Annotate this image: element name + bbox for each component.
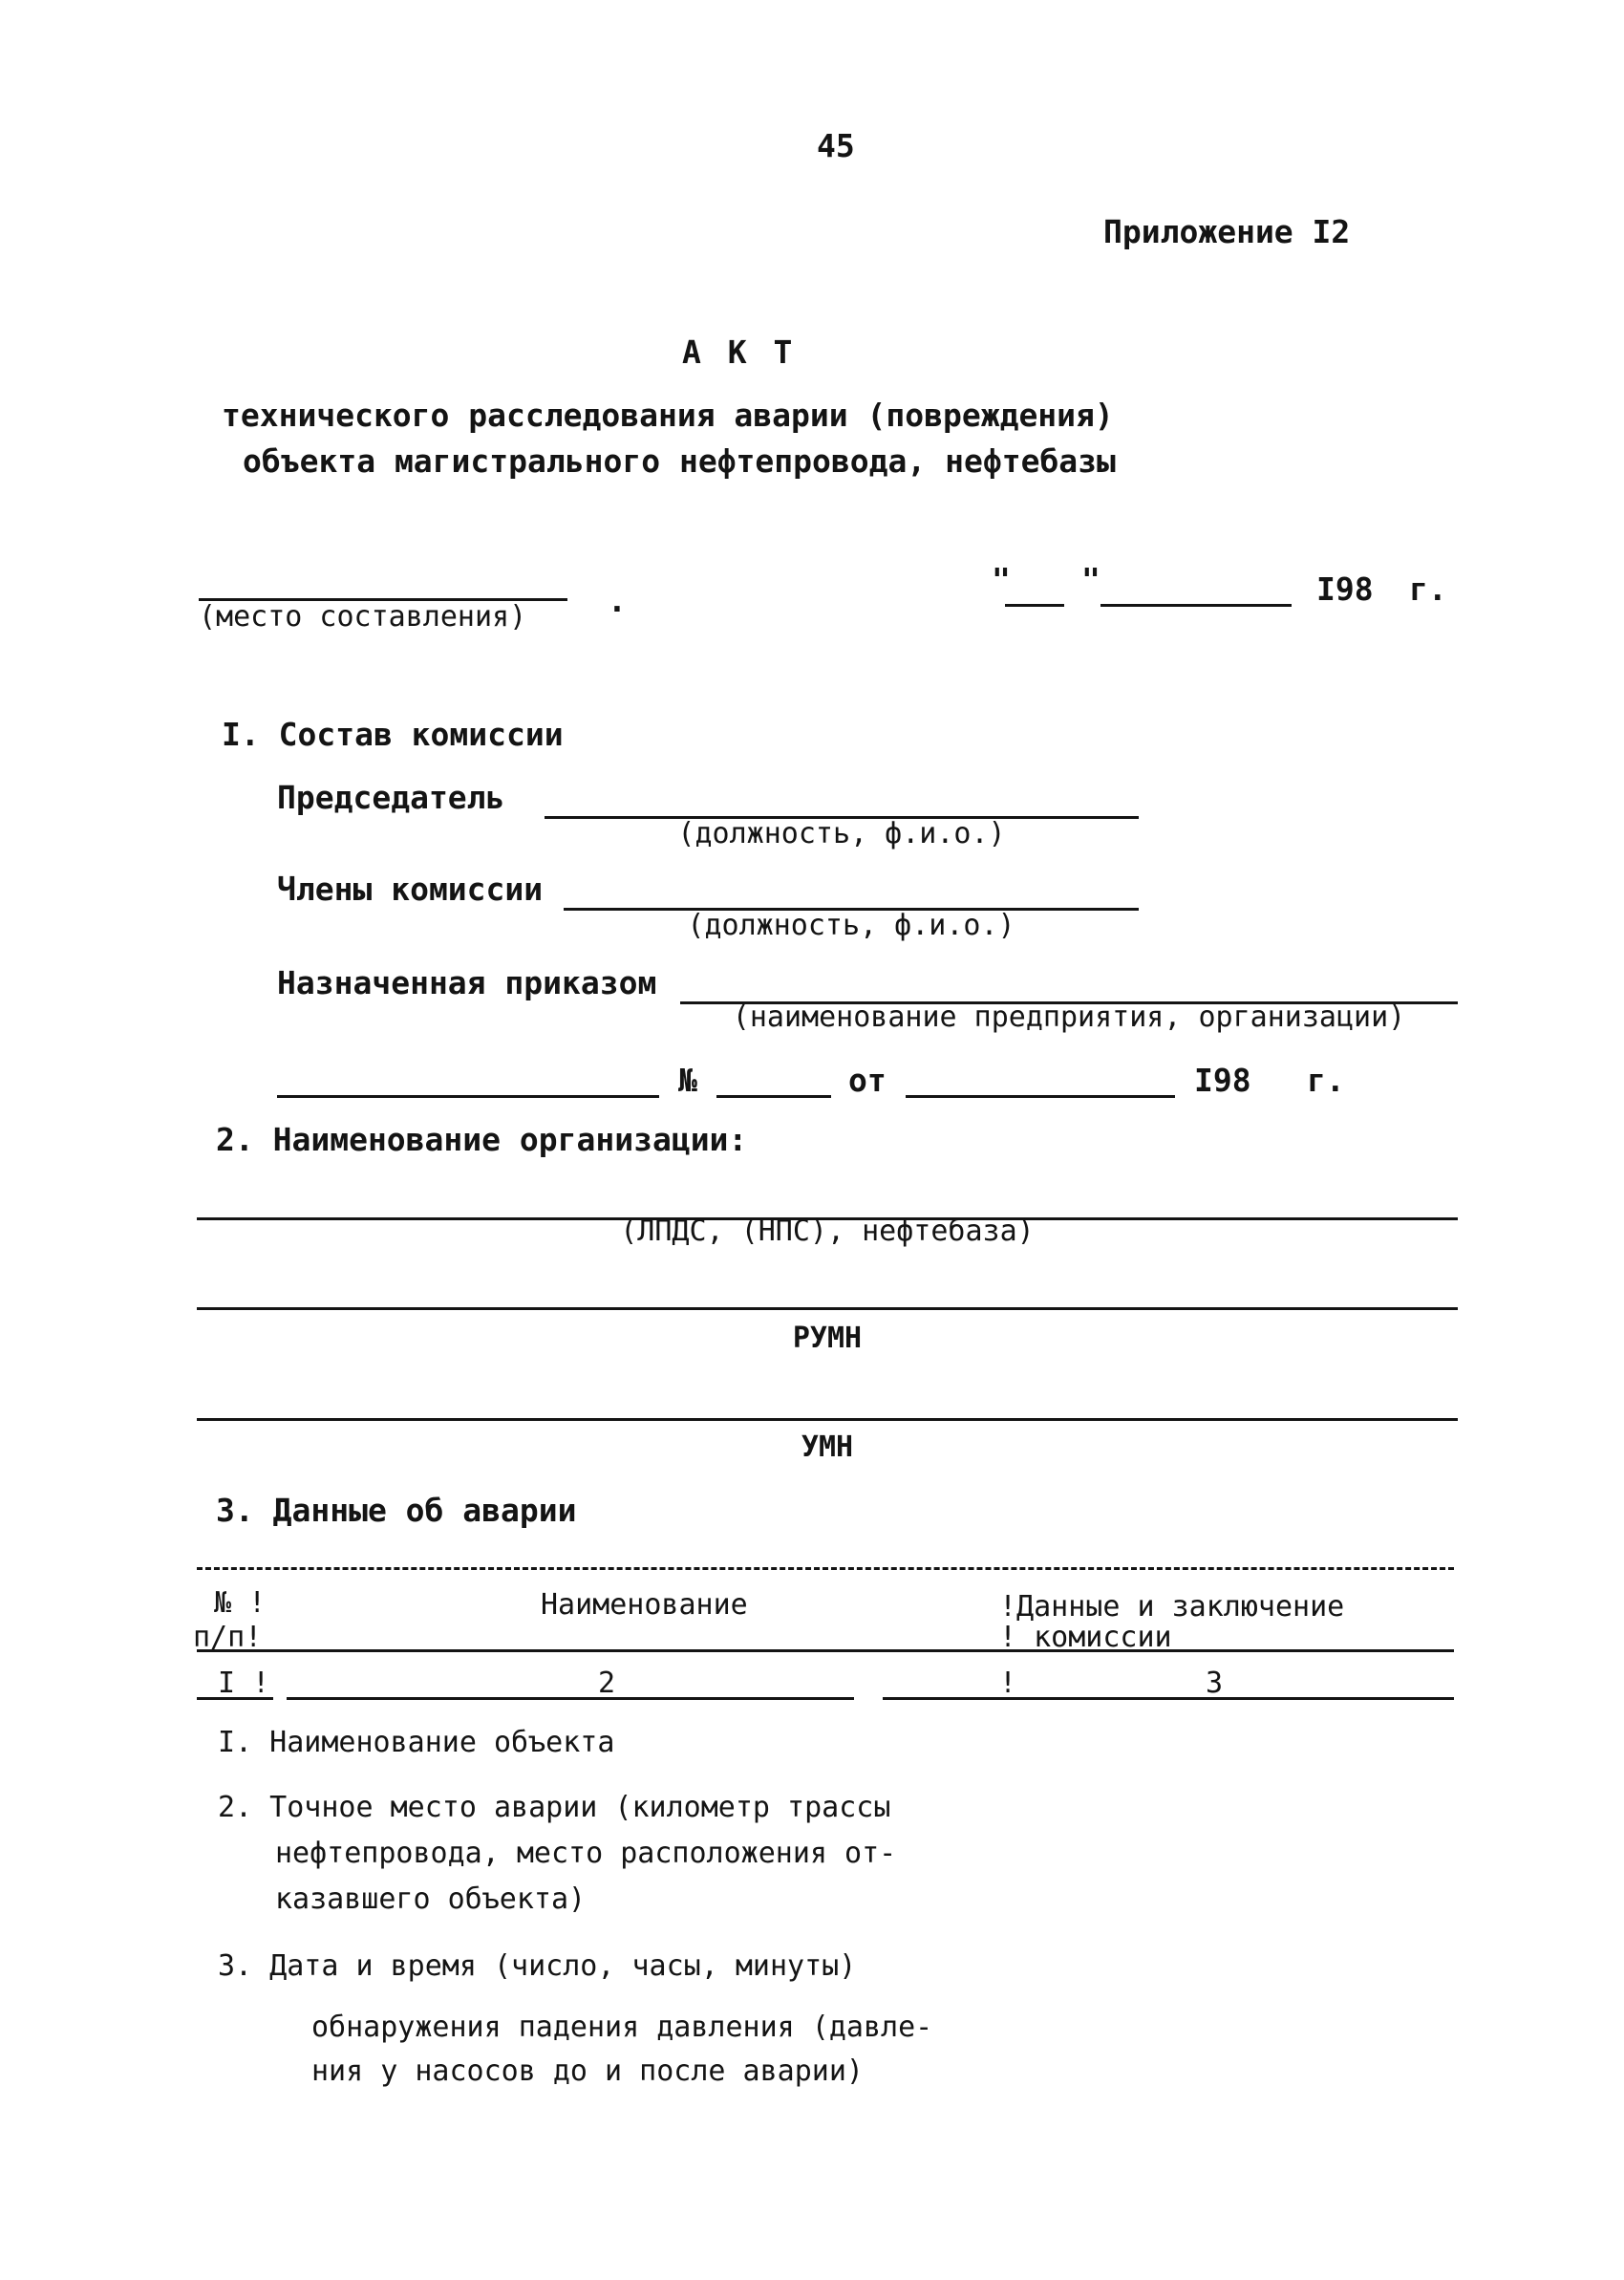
date-year-suffix: г. xyxy=(1409,570,1447,608)
order-year-suffix: г. xyxy=(1307,1062,1345,1099)
table-num-rule-3 xyxy=(883,1697,1454,1700)
date-quote-open: " xyxy=(992,561,1011,598)
place-dot: . xyxy=(608,582,627,619)
item-3-note-line2: ния у насосов до и после аварии) xyxy=(311,2054,864,2088)
item-3: 3. Дата и время (число, часы, минуты) xyxy=(218,1949,857,1983)
order-date-line xyxy=(906,1095,1175,1098)
members-label: Члены комиссии xyxy=(277,871,544,908)
place-caption: (место составления) xyxy=(199,600,527,634)
date-day-line xyxy=(1005,604,1064,607)
table-top-rule xyxy=(197,1567,1454,1570)
table-num-col3-value: 3 xyxy=(1206,1667,1224,1700)
chairman-label: Председатель xyxy=(277,779,505,816)
org-line-3 xyxy=(197,1418,1458,1421)
section2-heading: 2. Наименование организации: xyxy=(216,1121,748,1158)
chairman-caption: (должность, ф.и.о.) xyxy=(677,817,1006,850)
table-header-col2: Наименование xyxy=(541,1588,748,1622)
document-title: А К Т xyxy=(682,333,797,371)
org-caption-2: РУМН xyxy=(792,1322,863,1355)
org-caption-3: УМН xyxy=(801,1430,854,1464)
date-month-line xyxy=(1100,604,1292,607)
table-num-rule-2 xyxy=(287,1697,854,1700)
table-header-rule xyxy=(197,1649,1454,1652)
section3-heading: 3. Данные об аварии xyxy=(216,1492,577,1529)
date-year: I98 xyxy=(1316,570,1374,608)
item-3-note-line1: обнаружения падения давления (давле- xyxy=(311,2011,933,2044)
date-quote-close: " xyxy=(1081,561,1100,598)
document-subtitle-line2: объекта магистрального нефтепровода, нефтебазы xyxy=(243,442,1116,480)
appendix-label: Приложение I2 xyxy=(1103,213,1351,250)
table-num-col1: I ! xyxy=(218,1667,270,1700)
order-label: Назначенная приказом xyxy=(277,964,657,1001)
org-caption-1: (ЛПДС, (НПС), нефтебаза) xyxy=(620,1215,1035,1248)
item-2-line1: 2. Точное место аварии (километр трассы xyxy=(218,1791,891,1824)
document-subtitle-line1: технического расследования аварии (повреждения) xyxy=(222,397,1114,434)
order-no-sign: № xyxy=(678,1062,697,1099)
table-header-col1-line1: № ! xyxy=(214,1586,267,1620)
table-num-col2: 2 xyxy=(598,1667,616,1700)
org-line-2 xyxy=(197,1307,1458,1310)
order-caption: (наименование предприятия, организации) xyxy=(732,1000,1406,1034)
order-no-line xyxy=(716,1095,831,1098)
table-header-col3-line1: !Данные и заключение xyxy=(999,1590,1345,1624)
members-caption: (должность, ф.и.о.) xyxy=(687,909,1015,942)
table-header-col1-line2: п/п! xyxy=(193,1621,263,1654)
item-2-line3: казавшего объекта) xyxy=(275,1882,587,1916)
order-number-line xyxy=(277,1095,659,1098)
table-num-rule-1 xyxy=(197,1697,273,1700)
order-year: I98 xyxy=(1194,1062,1251,1099)
item-2-line2: нефтепровода, место расположения от- xyxy=(275,1837,897,1870)
item-1: I. Наименование объекта xyxy=(218,1726,615,1759)
order-from: от xyxy=(848,1062,887,1099)
table-num-col3: ! xyxy=(999,1667,1017,1700)
table-header-col3-line2: ! комиссии xyxy=(999,1621,1172,1654)
section1-heading: I. Состав комиссии xyxy=(222,716,564,753)
page-number: 45 xyxy=(817,127,855,164)
